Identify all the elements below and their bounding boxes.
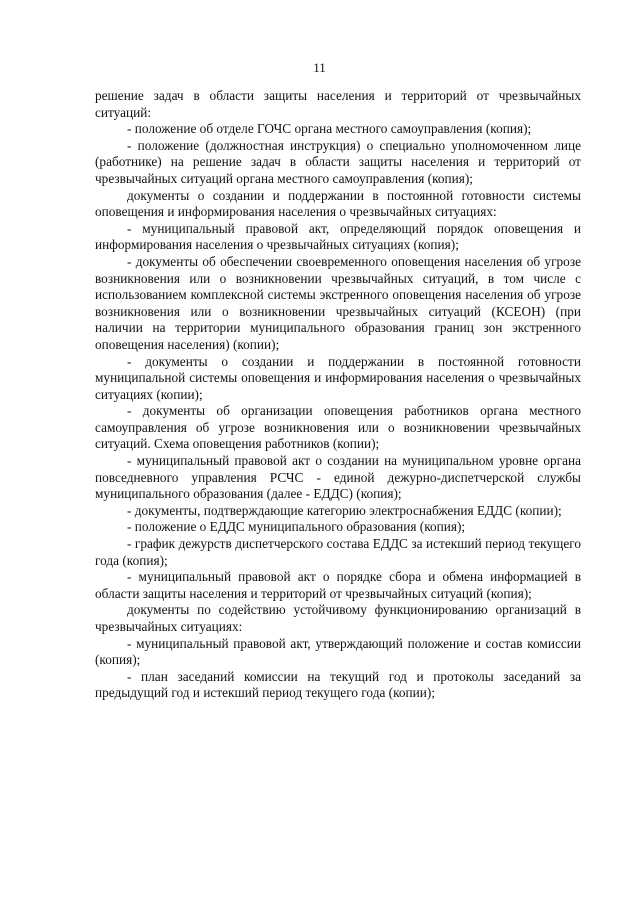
- paragraph-14: документы по содействию устойчивому функционированию организаций в чрезвычайных ситуациях:: [95, 602, 581, 634]
- paragraph-11: - положение о ЕДДС муниципального образования (копия);: [127, 519, 466, 535]
- paragraph-2: - положение об отделе ГОЧС органа местного самоуправления (копия);: [127, 121, 532, 137]
- paragraph-15: - муниципальный правовой акт, утверждающий положение и состав комиссии (копия);: [95, 635, 581, 668]
- paragraph-1: решение задач в области защиты населения и территорий от чрезвычайных ситуаций:: [95, 88, 581, 120]
- paragraph-7: - документы о создании и поддержании в постоянной готовности муниципальной системы оповещения и информирования населения о чрезвычайных ситуациях (копии);: [95, 353, 581, 402]
- paragraph-5: - муниципальный правовой акт, определяющий порядок оповещения и информирования населения о чрезвычайных ситуациях (копия);: [95, 220, 581, 253]
- paragraph-6: - документы об обеспечении своевременного оповещения населения об угрозе возникновения или о возникновении чрезвычайных ситуаций, в том числе с использованием комплексной системы экстренного оповещения населения об угрозе возникновения или о возникновении чрезвычайных ситуаций (КСЕОН) (при наличии на территории муниципального образования границ зон экстренного оповещения населения) (копии);: [95, 253, 581, 352]
- paragraph-12: - график дежурств диспетчерского состава ЕДДС за истекший период текущего года (копия);: [95, 536, 581, 568]
- paragraph-3: - положение (должностная инструкция) о специально уполномоченном лице (работнике) на решение задач в области защиты населения и территорий от чрезвычайных ситуаций органа местного самоуправления (копия);: [95, 137, 581, 186]
- paragraph-10: - документы, подтверждающие категорию электроснабжения ЕДДС (копии);: [127, 502, 562, 518]
- page-number: 11: [313, 60, 326, 75]
- paragraph-4: документы о создании и поддержании в постоянной готовности системы оповещения и информирования населения о чрезвычайных ситуациях:: [95, 187, 581, 220]
- paragraph-13: - муниципальный правовой акт о порядке сбора и обмена информацией в области защиты населения и территорий от чрезвычайных ситуаций (копия);: [95, 569, 581, 601]
- paragraph-9: - муниципальный правовой акт о создании на муниципальном уровне органа повседневного управления РСЧС - единой дежурно-диспетчерской службы муниципального образования (далее - ЕДДС) (копия);: [95, 453, 581, 502]
- paragraph-8: - документы об организации оповещения работников органа местного самоуправления об угрозе возникновения или о возникновении чрезвычайных ситуаций. Схема оповещения работников (копии);: [95, 403, 581, 452]
- paragraph-16: - план заседаний комиссии на текущий год и протоколы заседаний за предыдущий год и истекший период текущего года (копии);: [95, 668, 581, 701]
- document-body: [95, 88, 581, 702]
